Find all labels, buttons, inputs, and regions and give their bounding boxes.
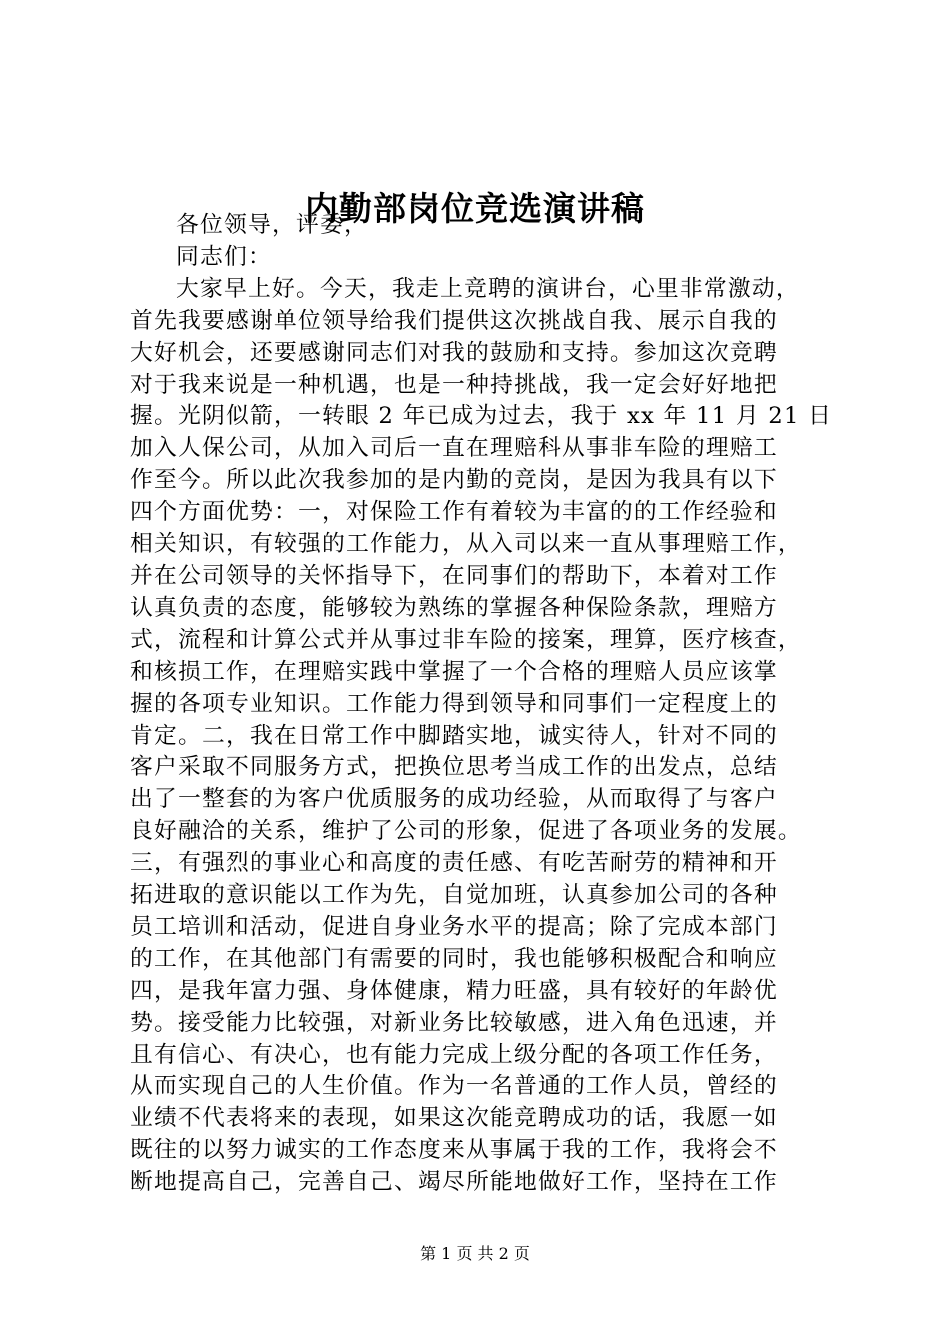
body-line: 四，是我年富力强、身体健康，精力旺盛，具有较好的年龄优	[130, 977, 778, 1004]
body-line: 并在公司领导的关怀指导下，在同事们的帮助下，本着对工作	[130, 562, 778, 589]
body-line: 加入人保公司，从加入司后一直在理赔科从事非车险的理赔工	[130, 435, 778, 462]
body-line: 断地提高自己，完善自己、竭尽所能地做好工作，坚持在工作	[130, 1169, 778, 1196]
body-line: 从而实现自己的人生价值。作为一名普通的工作人员，曾经的	[130, 1073, 778, 1100]
body-line: 对于我来说是一种机遇，也是一种持挑战，我一定会好好地把	[130, 371, 778, 398]
document-body	[130, 210, 848, 1199]
body-line: 各位领导，评委，	[176, 212, 368, 238]
body-line: 和核损工作，在理赔实践中掌握了一个合格的理赔人员应该掌	[130, 658, 778, 685]
body-line: 三，有强烈的事业心和高度的责任感、有吃苦耐劳的精神和开	[130, 850, 778, 877]
body-line: 拓进取的意识能以工作为先，自觉加班，认真参加公司的各种	[130, 882, 778, 909]
body-line: 且有信心、有决心，也有能力完成上级分配的各项工作任务，	[130, 1041, 778, 1068]
body-line: 相关知识，有较强的工作能力，从入司以来一直从事理赔工作，	[130, 531, 802, 558]
body-line: 出了一整套的为客户优质服务的成功经验，从而取得了与客户	[130, 786, 778, 813]
body-line: 势。接受能力比较强，对新业务比较敏感，进入角色迅速，并	[130, 1009, 778, 1036]
body-line: 大家早上好。今天，我走上竞聘的演讲台，心里非常激动，	[176, 275, 800, 302]
body-line: 认真负责的态度，能够较为熟练的掌握各种保险条款，理赔方	[130, 594, 778, 621]
body-line: 既往的以努力诚实的工作态度来从事属于我的工作，我将会不	[130, 1137, 778, 1164]
body-line: 首先我要感谢单位领导给我们提供这次挑战自我、展示自我的	[130, 307, 778, 334]
body-line: 大好机会，还要感谢同志们对我的鼓励和支持。参加这次竞聘	[130, 339, 778, 366]
body-line: 四个方面优势：一，对保险工作有着较为丰富的的工作经验和	[130, 499, 778, 526]
body-line: 握。光阴似箭，一转眼 2 年已成为过去，我于 xx 年 11 月 21 日	[130, 403, 833, 430]
body-line: 式，流程和计算公式并从事过非车险的接案，理算，医疗核查，	[130, 626, 802, 653]
body-line: 客户采取不同服务方式，把换位思考当成工作的出发点，总结	[130, 754, 778, 781]
page-footer: 第 1 页 共 2 页	[420, 1244, 530, 1263]
body-line: 同志们：	[176, 243, 272, 270]
body-line: 的工作，在其他部门有需要的同时，我也能够积极配合和响应	[130, 945, 778, 972]
body-line: 作至今。所以此次我参加的是内勤的竞岗，是因为我具有以下	[130, 467, 778, 494]
body-line: 业绩不代表将来的表现，如果这次能竞聘成功的话，我愿一如	[130, 1105, 778, 1132]
document-title: 内勤部岗位竞选演讲稿	[305, 189, 645, 228]
body-line: 肯定。二，我在日常工作中脚踏实地，诚实待人，针对不同的	[130, 722, 778, 749]
body-line: 员工培训和活动，促进自身业务水平的提高；除了完成本部门	[130, 913, 778, 940]
body-line: 握的各项专业知识。工作能力得到领导和同事们一定程度上的	[130, 690, 778, 717]
body-line: 良好融洽的关系，维护了公司的形象，促进了各项业务的发展。	[130, 818, 802, 845]
